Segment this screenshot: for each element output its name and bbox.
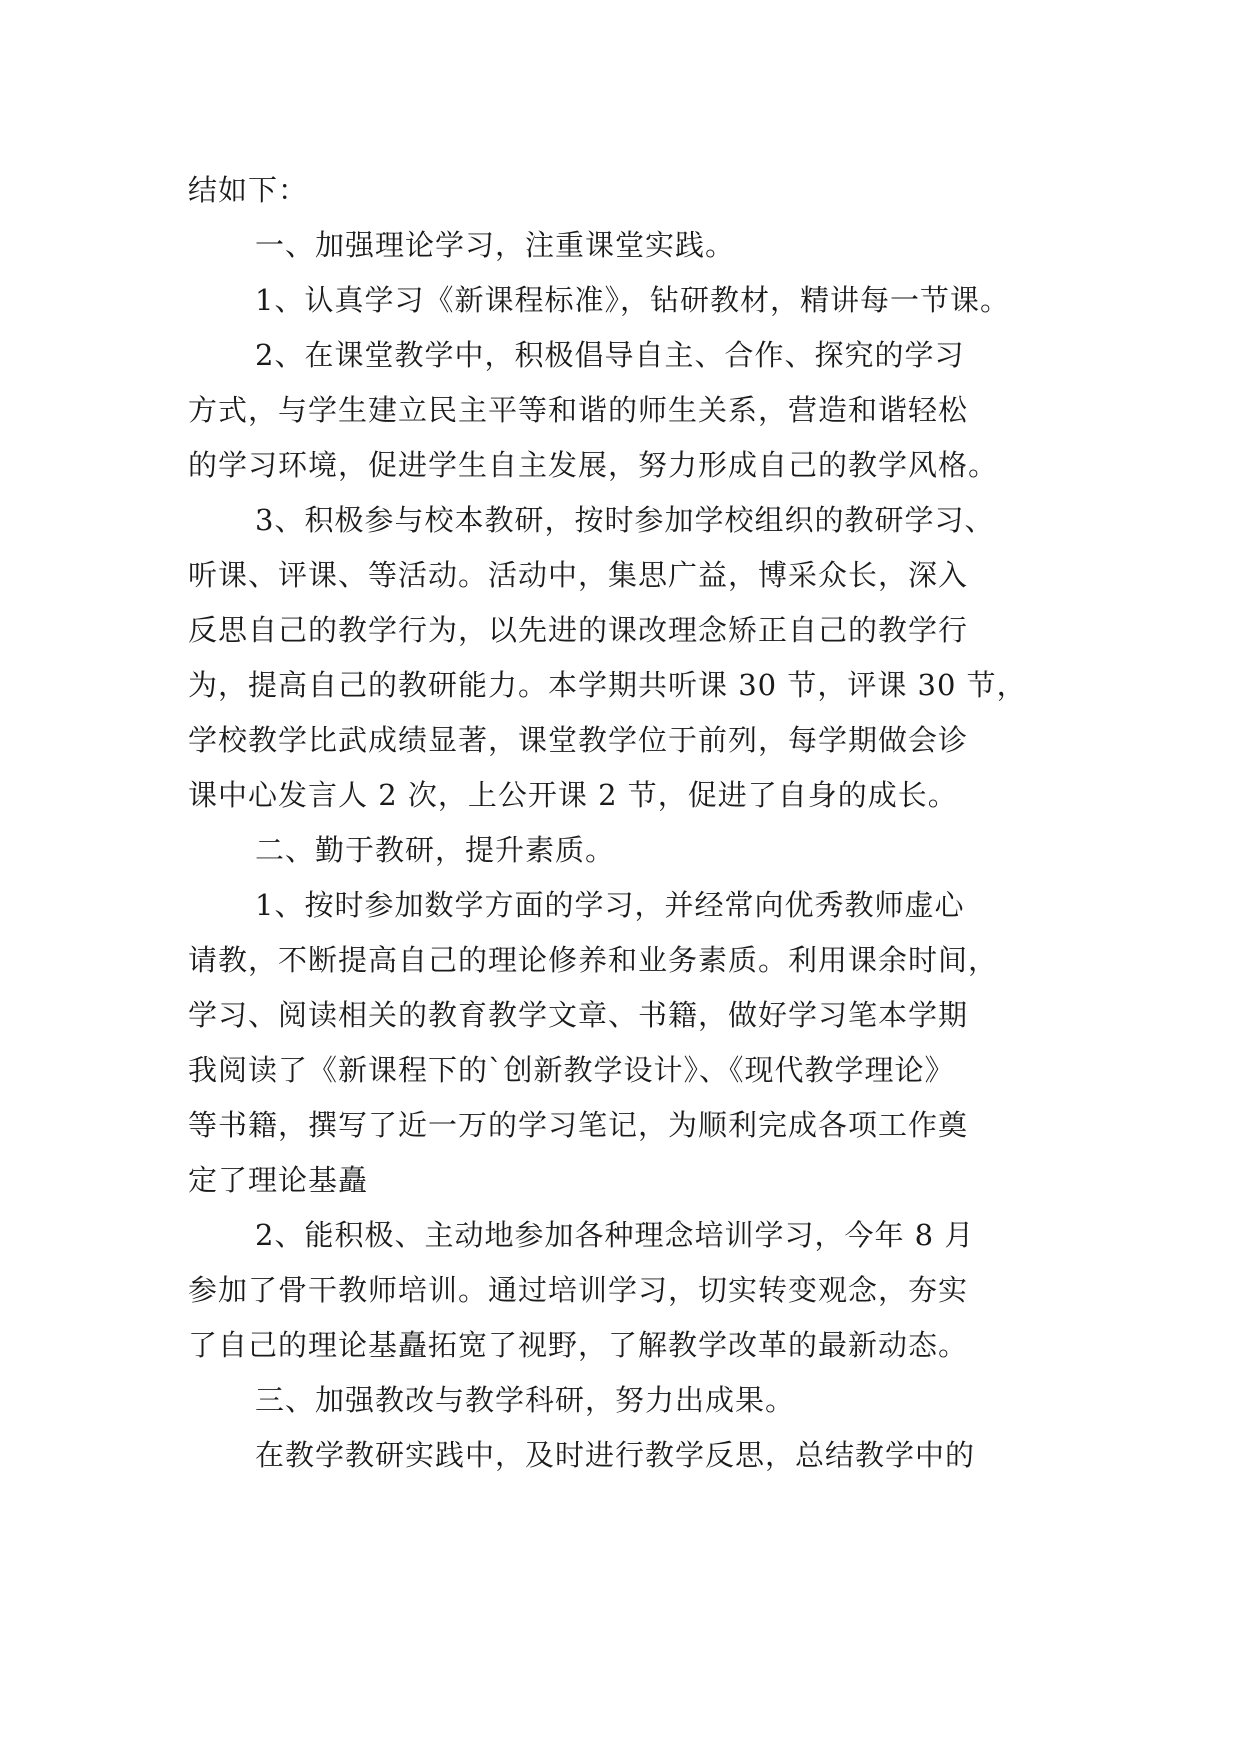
- text-line: 结如下：: [188, 173, 309, 207]
- text-line: 1、认真学习《新课程标准》，钻研教材，精讲每一节课。: [255, 283, 1010, 317]
- text-line: 反思自己的教学行为，以先进的课改理念矫正自己的教学行: [188, 613, 969, 647]
- text-line: 学习、阅读相关的教育教学文章、书籍，做好学习笔本学期: [188, 998, 969, 1032]
- text-line: 在教学教研实践中，及时进行教学反思，总结教学中的: [255, 1438, 976, 1472]
- text-line: 2、能积极、主动地参加各种理念培训学习，今年 8 月: [255, 1218, 975, 1252]
- text-line: 等书籍，撰写了近一万的学习笔记，为顺利完成各项工作奠: [188, 1108, 969, 1142]
- text-line: 方式，与学生建立民主平等和谐的师生关系，营造和谐轻松: [188, 393, 969, 427]
- text-line: 1、按时参加数学方面的学习，并经常向优秀教师虚心: [255, 888, 965, 922]
- section-heading: 一、加强理论学习，注重课堂实践。: [255, 228, 736, 262]
- text-line: 课中心发言人 2 次，上公开课 2 节，促进了自身的成长。: [188, 778, 958, 812]
- text-line: 听课、评课、等活动。活动中，集思广益，博采众长，深入: [188, 558, 969, 592]
- text-line: 了自己的理论基矗拓宽了视野，了解教学改革的最新动态。: [188, 1328, 969, 1362]
- text-line: 的学习环境，促进学生自主发展，努力形成自己的教学风格。: [188, 448, 999, 482]
- text-line: 3、积极参与校本教研，按时参加学校组织的教研学习、: [255, 503, 995, 537]
- text-line: 为，提高自己的教研能力。本学期共听课 30 节，评课 30 节，: [188, 668, 1027, 702]
- section-heading: 三、加强教改与教学科研，努力出成果。: [255, 1383, 796, 1417]
- text-line: 学校教学比武成绩显著，课堂教学位于前列，每学期做会诊: [188, 723, 969, 757]
- text-line: 请教，不断提高自己的理论修养和业务素质。利用课余时间，: [188, 943, 999, 977]
- text-line: 定了理论基矗: [188, 1163, 369, 1197]
- text-line: 2、在课堂教学中，积极倡导自主、合作、探究的学习: [255, 338, 965, 372]
- text-line: 我阅读了《新课程下的`创新教学设计》、《现代教学理论》: [188, 1053, 955, 1087]
- section-heading: 二、勤于教研，提升素质。: [255, 833, 616, 867]
- text-line: 参加了骨干教师培训。通过培训学习，切实转变观念，夯实: [188, 1273, 969, 1307]
